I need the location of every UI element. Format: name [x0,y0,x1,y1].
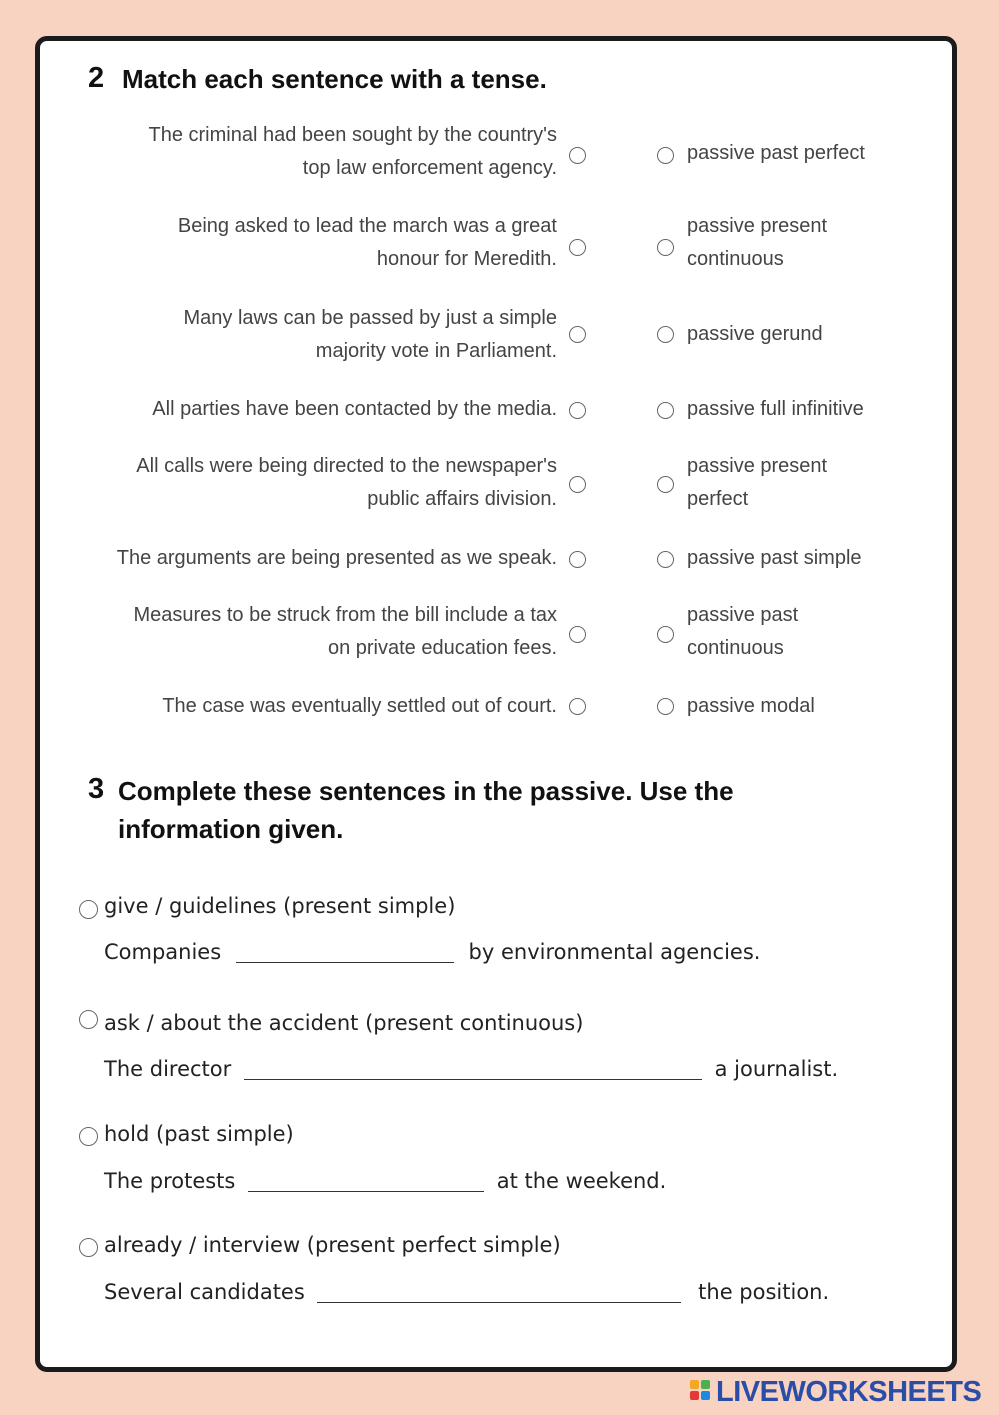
sentence-5 [37,450,557,516]
tense-5-line-1: passive present [687,455,828,477]
sentence-7-match-radio[interactable] [569,626,586,643]
item-4-after-text: the position. [698,1280,830,1304]
sentence-6-match-radio[interactable] [569,551,586,568]
sentence-2 [37,210,557,276]
tense-1-match-radio[interactable] [657,147,674,164]
sentence-8 [37,690,557,723]
tense-7 [687,599,947,665]
tense-8 [687,690,947,723]
section-2-number: 2 [88,62,105,94]
sentence-8-line-1: The case was eventually settled out of court. [162,695,557,717]
sentence-1-line-1: The criminal had been sought by the country's [148,124,557,146]
sentence-1-match-radio[interactable] [569,147,586,164]
tense-7-match-radio[interactable] [657,626,674,643]
tense-5-match-radio[interactable] [657,476,674,493]
tense-7-line-2: continuous [687,637,784,659]
tense-8-line-1: passive modal [687,695,815,717]
item-2-before-text: The director [104,1057,232,1081]
tense-6-line-1: passive past simple [687,547,862,569]
tense-1 [687,137,947,170]
tense-4-line-1: passive full infinitive [687,398,864,420]
item-1-after-text: by environmental agencies. [468,940,761,964]
liveworksheets-logo-icon [690,1380,712,1404]
tense-3 [687,318,947,351]
sentence-1 [37,119,557,185]
item-4-prompt: already / interview (present perfect simple) [104,1233,561,1257]
sentence-5-match-radio[interactable] [569,476,586,493]
tense-3-line-1: passive gerund [687,323,823,345]
sentence-8-match-radio[interactable] [569,698,586,715]
sentence-5-line-1: All calls were being directed to the newspaper's [136,455,557,477]
sentence-3-line-2: majority vote in Parliament. [315,340,557,362]
tense-2-line-2: continuous [687,248,784,270]
sentence-3 [37,302,557,368]
item-2-prompt: ask / about the accident (present continuous) [104,1011,584,1035]
section-3-title-line-2: information given. [118,814,344,844]
item-3-after-text: at the weekend. [496,1169,667,1193]
sentence-5-line-2: public affairs division. [367,488,557,510]
sentence-7-line-2: on private education fees. [327,637,557,659]
tense-1-line-1: passive past perfect [687,142,865,164]
sentence-6 [37,542,557,575]
sentence-4 [37,393,557,426]
section-3-number: 3 [88,773,105,805]
tense-5-line-2: perfect [687,488,749,510]
sentence-7-line-1: Measures to be struck from the bill include a tax [133,604,557,626]
tense-3-match-radio[interactable] [657,326,674,343]
tense-8-match-radio[interactable] [657,698,674,715]
item-1-prompt: give / guidelines (present simple) [104,894,456,918]
tense-2-line-1: passive present [687,215,828,237]
tense-6-match-radio[interactable] [657,551,674,568]
tense-7-line-1: passive past [687,604,799,626]
sentence-6-line-1: The arguments are being presented as we speak. [116,547,557,569]
sentence-4-line-1: All parties have been contacted by the media. [152,398,557,420]
sentence-3-line-1: Many laws can be passed by just a simple [183,307,557,329]
item-1-answer-blank[interactable] [236,942,454,963]
item-3-answer-blank[interactable] [248,1171,484,1192]
item-1-before-text: Companies [104,940,222,964]
tense-2-match-radio[interactable] [657,239,674,256]
section-3-title-line-1: Complete these sentences in the passive. Use the [118,776,734,806]
item-2-radio[interactable] [79,1010,98,1029]
item-3-sentence [104,1169,666,1193]
item-1-sentence [104,940,760,964]
item-4-radio[interactable] [79,1238,98,1257]
tense-4-match-radio[interactable] [657,402,674,419]
tense-5 [687,450,947,516]
item-3-prompt: hold (past simple) [104,1122,294,1146]
tense-4 [687,393,947,426]
section-3-title [118,772,734,848]
sentence-3-match-radio[interactable] [569,326,586,343]
item-3-radio[interactable] [79,1127,98,1146]
sentence-7 [37,599,557,665]
item-4-sentence [104,1280,829,1304]
item-1-radio[interactable] [79,900,98,919]
section-2-title: Match each sentence with a tense. [122,64,547,94]
sentence-1-line-2: top law enforcement agency. [302,157,557,179]
sentence-4-match-radio[interactable] [569,402,586,419]
item-2-answer-blank[interactable] [244,1059,702,1080]
sentence-2-match-radio[interactable] [569,239,586,256]
item-4-answer-blank[interactable] [317,1282,681,1303]
item-2-sentence [104,1057,838,1081]
tense-6 [687,542,947,575]
item-3-before-text: The protests [104,1169,236,1193]
liveworksheets-logo[interactable] [690,1376,981,1408]
tense-2 [687,210,947,276]
liveworksheets-logo-text: LIVEWORKSHEETS [716,1375,982,1408]
item-2-after-text: a journalist. [714,1057,839,1081]
sentence-2-line-2: honour for Meredith. [376,248,557,270]
item-4-before-text: Several candidates [104,1280,305,1304]
sentence-2-line-1: Being asked to lead the march was a great [177,215,557,237]
